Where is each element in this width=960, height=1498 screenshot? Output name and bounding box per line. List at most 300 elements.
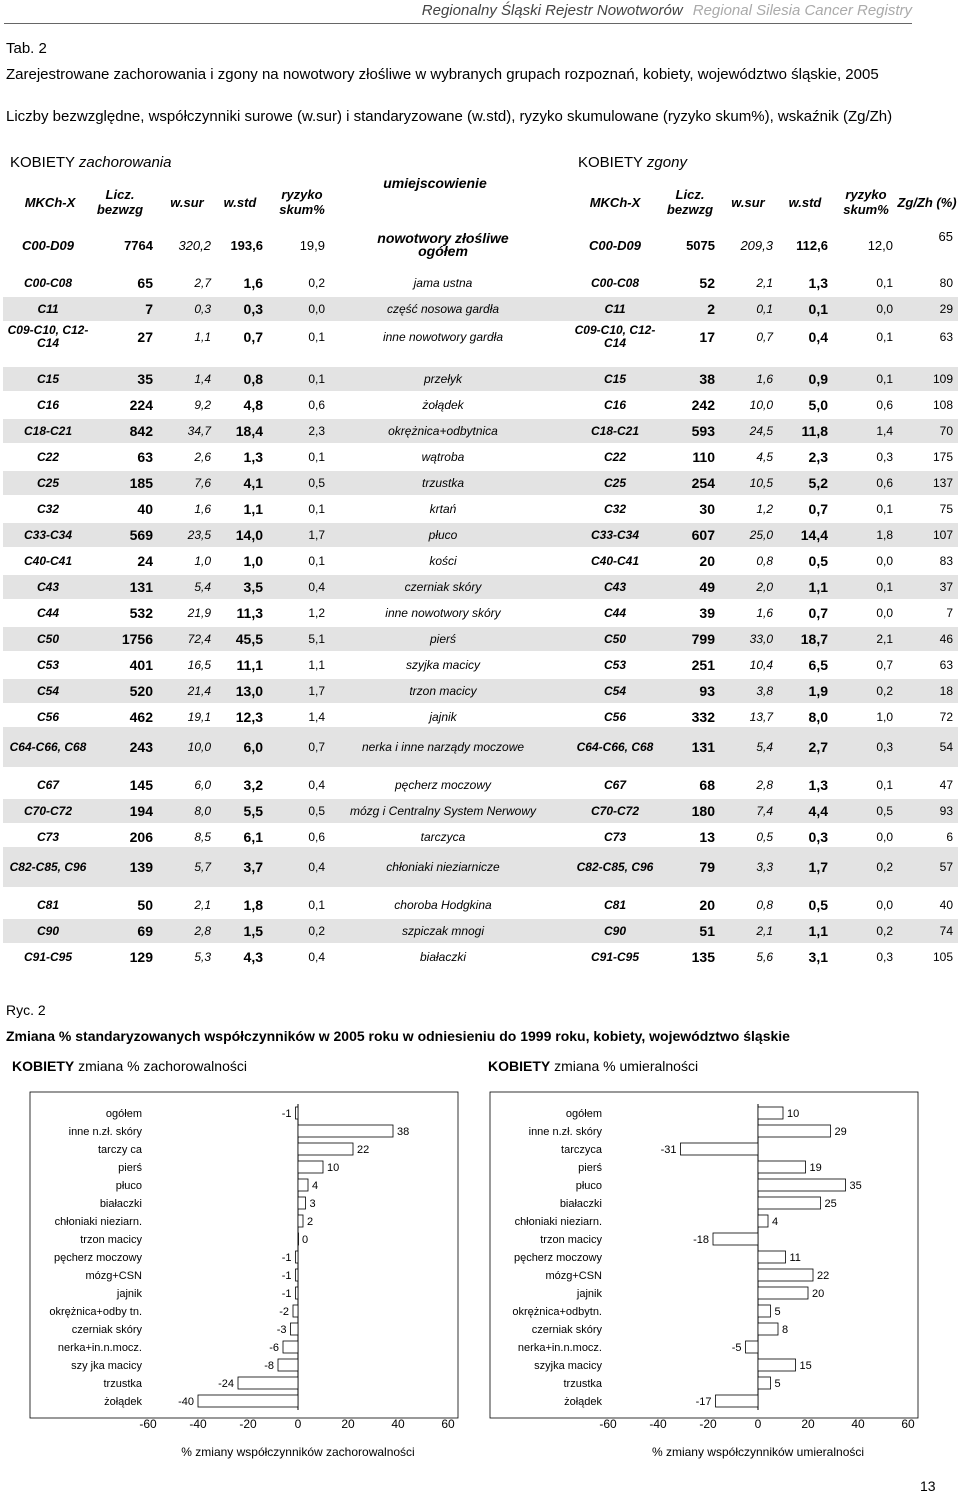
category-label: nerka+in.n.mocz. bbox=[517, 1342, 602, 1354]
cell-site: wątroba bbox=[421, 449, 465, 464]
cell-site: jama ustna bbox=[413, 275, 473, 290]
cell-inc-sk: 0,4 bbox=[308, 579, 325, 594]
cell-inc-std: 3,5 bbox=[243, 578, 263, 595]
cell-mort-code: C33-C34 bbox=[590, 527, 640, 542]
cell-inc-bz: 842 bbox=[129, 422, 153, 439]
cell-inc-std: 1,5 bbox=[243, 922, 263, 939]
table-row bbox=[3, 919, 958, 943]
data-label: -5 bbox=[731, 1342, 742, 1354]
category-label: czerniak skóry bbox=[71, 1324, 142, 1336]
cell-inc-bz: 569 bbox=[129, 526, 153, 543]
bar bbox=[296, 1251, 299, 1263]
cell-mort-sur: 10,0 bbox=[749, 397, 773, 412]
cell-inc-std: 1,1 bbox=[243, 500, 263, 517]
cell-mort-std: 18,7 bbox=[800, 630, 828, 647]
cell-inc-bz: 145 bbox=[129, 776, 153, 793]
cell-site: szpiczak mnogi bbox=[401, 923, 485, 938]
table-row bbox=[3, 367, 958, 391]
cell-mort-code: C40-C41 bbox=[590, 553, 640, 568]
category-label: czerniak skóry bbox=[531, 1324, 602, 1336]
cell-inc-bz: 1756 bbox=[121, 630, 153, 647]
data-label: -17 bbox=[695, 1396, 712, 1408]
cell-inc-bz: 401 bbox=[129, 656, 153, 673]
cell-site: żołądek bbox=[422, 397, 464, 412]
bar bbox=[198, 1395, 298, 1407]
cell-inc-bz: 27 bbox=[137, 328, 153, 345]
cell-inc-sur: 6,0 bbox=[194, 777, 211, 792]
cell-inc-sur: 2,6 bbox=[194, 449, 211, 464]
data-label: -6 bbox=[269, 1342, 279, 1354]
cell-inc-bz: 194 bbox=[129, 802, 153, 819]
cell-mort-code: C54 bbox=[603, 683, 626, 698]
cell-mort-code: C73 bbox=[603, 829, 626, 844]
cell-inc-code: C73 bbox=[36, 829, 59, 844]
cell-mort-sk: 0,1 bbox=[876, 275, 893, 290]
cell-mort-bz: 20 bbox=[699, 552, 715, 569]
cell-zg: 29 bbox=[939, 301, 953, 316]
data-label: -40 bbox=[178, 1396, 194, 1408]
bar bbox=[681, 1143, 759, 1155]
cell-mort-std: 0,1 bbox=[808, 300, 828, 317]
bar bbox=[293, 1305, 298, 1317]
cell-zg: 70 bbox=[939, 423, 953, 438]
total-mort-bz: 5075 bbox=[686, 237, 715, 253]
cell-inc-bz: 224 bbox=[129, 396, 153, 413]
bar bbox=[296, 1269, 299, 1281]
category-label: okrężnica+odbytn. bbox=[512, 1306, 602, 1318]
tick-label: 0 bbox=[294, 1417, 302, 1431]
cell-inc-sk: 0,1 bbox=[308, 501, 325, 516]
cell-site: pierś bbox=[429, 631, 456, 646]
cell-zg: 18 bbox=[939, 683, 953, 698]
total-inc-sur: 320,2 bbox=[178, 237, 211, 253]
cell-inc-std: 11,3 bbox=[236, 604, 263, 621]
table-row bbox=[3, 319, 958, 355]
cell-mort-bz: 68 bbox=[699, 776, 715, 793]
cell-mort-bz: 52 bbox=[699, 274, 715, 291]
bar bbox=[758, 1359, 796, 1371]
cell-mort-std: 0,4 bbox=[808, 328, 828, 345]
bar bbox=[298, 1179, 308, 1191]
cell-inc-sk: 0,4 bbox=[308, 777, 325, 792]
cell-inc-sk: 0,6 bbox=[308, 397, 325, 412]
running-header bbox=[0, 2, 912, 19]
table-row bbox=[3, 523, 958, 547]
table-row bbox=[3, 601, 958, 625]
cell-site: płuco bbox=[428, 527, 458, 542]
figure-title: Zmiana % standaryzowanych współczynników w 2005 roku w odniesieniu do 1999 roku, kobiety, województwo śląskie bbox=[6, 1028, 790, 1044]
cell-mort-sk: 2,1 bbox=[876, 631, 893, 646]
cell-inc-std: 0,7 bbox=[243, 328, 263, 345]
cell-mort-bz: 254 bbox=[691, 474, 715, 491]
cell-inc-code: C43 bbox=[36, 579, 59, 594]
data-label: 20 bbox=[812, 1288, 825, 1300]
cell-mort-std: 4,4 bbox=[808, 802, 828, 819]
cell-mort-code: C91-C95 bbox=[590, 949, 640, 964]
cell-mort-sur: 1,2 bbox=[756, 501, 773, 516]
bar bbox=[758, 1251, 786, 1263]
total-zg: 65 bbox=[938, 229, 953, 244]
cell-mort-sk: 0,1 bbox=[876, 501, 893, 516]
cell-mort-sur: 0,1 bbox=[756, 301, 773, 316]
cell-mort-sk: 0,3 bbox=[876, 739, 893, 754]
cell-inc-sk: 0,6 bbox=[308, 829, 325, 844]
cell-mort-sk: 0,1 bbox=[876, 579, 893, 594]
cell-mort-code: C00-C08 bbox=[590, 275, 640, 290]
category-label: trzustka bbox=[103, 1378, 142, 1390]
total-mort-std: 112,6 bbox=[796, 237, 828, 253]
cell-inc-sk: 1,1 bbox=[308, 657, 325, 672]
cell-inc-bz: 532 bbox=[129, 604, 153, 621]
figure-label: Ryc. 2 bbox=[6, 1002, 46, 1018]
cell-mort-sur: 1,6 bbox=[756, 605, 773, 620]
cell-inc-std: 0,3 bbox=[243, 300, 263, 317]
data-label: 38 bbox=[397, 1126, 410, 1138]
cell-inc-std: 45,5 bbox=[235, 630, 263, 647]
cell-inc-bz: 520 bbox=[129, 682, 153, 699]
cell-mort-sur: 5,6 bbox=[756, 949, 773, 964]
cell-zg: 63 bbox=[939, 657, 953, 672]
col-zgzh: Zg/Zh (%) bbox=[897, 195, 957, 210]
total-mort-code: C00-D09 bbox=[588, 237, 642, 253]
cell-site: inne nowotwory gardła bbox=[382, 329, 504, 344]
bar bbox=[716, 1395, 759, 1407]
cell-mort-sk: 0,5 bbox=[876, 803, 893, 818]
cell-inc-sur: 1,1 bbox=[194, 329, 211, 344]
total-mort-sk: 12,0 bbox=[867, 237, 893, 253]
cell-zg: 7 bbox=[946, 605, 953, 620]
cell-inc-sk: 0,2 bbox=[308, 923, 325, 938]
cell-mort-sur: 7,4 bbox=[756, 803, 773, 818]
data-label: -8 bbox=[264, 1360, 274, 1372]
cell-mort-std: 0,9 bbox=[808, 370, 828, 387]
data-label: 8 bbox=[782, 1324, 789, 1336]
total-inc-bz: 7764 bbox=[124, 237, 153, 253]
cell-inc-std: 1,6 bbox=[243, 274, 263, 291]
cell-mort-bz: 135 bbox=[691, 948, 715, 965]
cell-inc-bz: 65 bbox=[137, 274, 153, 291]
table-row bbox=[3, 825, 958, 849]
chart-left-subtitle: KOBIETY zmiana % zachorowalności bbox=[12, 1058, 247, 1074]
chart-right-subtitle: KOBIETY zmiana % umieralności bbox=[488, 1058, 699, 1074]
data-label: -2 bbox=[279, 1306, 289, 1318]
col-wstd-m: w.std bbox=[788, 195, 822, 210]
cell-mort-sur: 2,1 bbox=[756, 923, 773, 938]
data-label: 2 bbox=[307, 1216, 314, 1228]
cell-inc-std: 4,8 bbox=[243, 396, 263, 413]
cell-mort-std: 8,0 bbox=[808, 708, 828, 725]
table-row bbox=[3, 847, 958, 887]
category-label: trzustka bbox=[563, 1378, 602, 1390]
cell-inc-sur: 1,6 bbox=[194, 501, 211, 516]
bar bbox=[758, 1323, 778, 1335]
cell-inc-sur: 2,1 bbox=[194, 897, 211, 912]
cell-inc-std: 4,3 bbox=[243, 948, 263, 965]
cell-mort-code: C70-C72 bbox=[590, 803, 640, 818]
bar bbox=[758, 1179, 846, 1191]
bar bbox=[758, 1305, 771, 1317]
cell-mort-bz: 17 bbox=[699, 328, 715, 345]
cell-mort-std: 0,5 bbox=[808, 552, 828, 569]
table-row bbox=[3, 799, 958, 823]
cell-mort-sur: 10,5 bbox=[749, 475, 773, 490]
cell-inc-code: C44 bbox=[36, 605, 59, 620]
tick-label: -60 bbox=[139, 1417, 157, 1431]
category-label: trzon macicy bbox=[80, 1234, 142, 1246]
table-row bbox=[3, 727, 958, 767]
cell-mort-code: C18-C21 bbox=[590, 423, 640, 438]
bar bbox=[746, 1341, 759, 1353]
category-label: inne n.zł. skóry bbox=[68, 1126, 142, 1138]
cell-mort-code: C43 bbox=[603, 579, 626, 594]
cell-inc-sur: 72,4 bbox=[187, 631, 211, 646]
tick-label: -40 bbox=[189, 1417, 207, 1431]
cell-mort-sk: 0,3 bbox=[876, 449, 893, 464]
cell-mort-std: 0,7 bbox=[808, 500, 828, 517]
cell-mort-std: 3,1 bbox=[808, 948, 828, 965]
col-umiejscowienie: umiejscowienie bbox=[383, 175, 487, 191]
table-row bbox=[3, 497, 958, 521]
cell-inc-sur: 7,6 bbox=[194, 475, 211, 490]
data-label: -1 bbox=[281, 1108, 292, 1120]
cell-zg: 105 bbox=[932, 949, 953, 964]
cell-mort-bz: 607 bbox=[691, 526, 715, 543]
cell-inc-sk: 0,2 bbox=[308, 275, 325, 290]
data-label: 4 bbox=[772, 1216, 779, 1228]
cell-inc-sur: 1,0 bbox=[194, 553, 211, 568]
data-label: -3 bbox=[276, 1324, 287, 1336]
cell-site: mózg i Centralny System Nerwowy bbox=[349, 803, 537, 818]
table-row bbox=[3, 445, 958, 469]
cell-mort-std: 1,1 bbox=[808, 922, 828, 939]
cell-inc-code: C64-C66, C68 bbox=[9, 739, 87, 754]
header-pl: Regionalny Śląski Rejestr Nowotworów bbox=[421, 2, 683, 19]
cell-inc-sur: 8,5 bbox=[194, 829, 211, 844]
cell-inc-code: C82-C85, C96 bbox=[9, 859, 87, 874]
cell-mort-sur: 10,4 bbox=[749, 657, 773, 672]
cell-site: czerniak skóry bbox=[404, 579, 482, 594]
table-row bbox=[3, 773, 958, 797]
cell-mort-std: 14,4 bbox=[800, 526, 828, 543]
col-ryzyko-m: ryzyko skum% bbox=[843, 187, 889, 217]
cell-mort-sur: 33,0 bbox=[749, 631, 773, 646]
cell-inc-sk: 1,7 bbox=[308, 683, 325, 698]
cell-inc-bz: 69 bbox=[137, 922, 153, 939]
tick-label: 0 bbox=[754, 1417, 762, 1431]
cell-site: jajnik bbox=[429, 709, 457, 724]
cell-mort-code: C81 bbox=[603, 897, 626, 912]
col-mkch-m: MKCh-X bbox=[589, 195, 641, 210]
cell-mort-code: C44 bbox=[603, 605, 626, 620]
category-label: mózg+CSN bbox=[545, 1270, 602, 1282]
cell-mort-sur: 3,3 bbox=[756, 859, 773, 874]
category-label: białaczki bbox=[99, 1198, 142, 1210]
bar bbox=[758, 1197, 821, 1209]
data-label: 25 bbox=[824, 1198, 837, 1210]
cell-inc-code: C32 bbox=[36, 501, 59, 516]
cell-inc-std: 3,2 bbox=[243, 776, 263, 793]
col-licz-m: Licz. bezwzg bbox=[666, 187, 714, 217]
category-label: pierś bbox=[578, 1162, 602, 1174]
cell-mort-bz: 131 bbox=[691, 738, 715, 755]
data-label: 10 bbox=[787, 1108, 800, 1120]
cell-site: część nosowa gardła bbox=[386, 301, 500, 316]
cell-mort-sk: 0,3 bbox=[876, 949, 893, 964]
cell-inc-sk: 0,7 bbox=[308, 739, 325, 754]
cell-mort-std: 0,5 bbox=[808, 896, 828, 913]
cell-zg: 54 bbox=[939, 739, 953, 754]
cell-inc-code: C18-C21 bbox=[23, 423, 73, 438]
cell-inc-sur: 21,4 bbox=[187, 683, 211, 698]
category-label: białaczki bbox=[559, 1198, 602, 1210]
table-row bbox=[3, 893, 958, 917]
category-label: jajnik bbox=[576, 1288, 602, 1300]
cell-mort-sur: 0,8 bbox=[756, 553, 773, 568]
table-row bbox=[3, 627, 958, 651]
table-label: Tab. 2 bbox=[6, 40, 47, 57]
cell-inc-sk: 0,5 bbox=[308, 475, 325, 490]
cell-zg: 108 bbox=[932, 397, 953, 412]
tick-label: 40 bbox=[851, 1417, 865, 1431]
tick-label: -40 bbox=[649, 1417, 667, 1431]
cell-site: kości bbox=[429, 553, 457, 568]
data-label: -18 bbox=[693, 1234, 709, 1246]
cell-inc-code: C00-C08 bbox=[23, 275, 73, 290]
cell-zg: 175 bbox=[932, 449, 953, 464]
cell-inc-std: 11,1 bbox=[236, 656, 263, 673]
cell-mort-bz: 20 bbox=[699, 896, 715, 913]
data-label: 10 bbox=[327, 1162, 340, 1174]
data-label: 22 bbox=[817, 1270, 830, 1282]
category-label: ogółem bbox=[565, 1108, 602, 1120]
cell-inc-std: 3,7 bbox=[243, 858, 263, 875]
section-incidence: KOBIETY zachorowania bbox=[10, 154, 172, 171]
cell-inc-sur: 21,9 bbox=[187, 605, 211, 620]
cell-mort-code: C32 bbox=[603, 501, 626, 516]
cell-zg: 83 bbox=[939, 553, 953, 568]
category-label: szy jka macicy bbox=[71, 1360, 142, 1372]
cell-inc-code: C15 bbox=[36, 371, 59, 386]
cell-inc-bz: 243 bbox=[129, 738, 153, 755]
data-label: 11 bbox=[789, 1252, 801, 1264]
cell-site: chłoniaki nieziarnicze bbox=[386, 859, 500, 874]
x-axis-label: % zmiany współczynników umieralności bbox=[651, 1445, 865, 1459]
cell-mort-sk: 0,1 bbox=[876, 371, 893, 386]
bar bbox=[238, 1377, 298, 1389]
cell-inc-code: C53 bbox=[36, 657, 59, 672]
bar bbox=[298, 1161, 323, 1173]
cell-inc-sur: 19,1 bbox=[187, 709, 211, 724]
cell-zg: 72 bbox=[939, 709, 953, 724]
cell-mort-sk: 0,6 bbox=[876, 475, 893, 490]
cell-mort-std: 1,9 bbox=[808, 682, 828, 699]
data-label: 5 bbox=[774, 1378, 781, 1390]
cell-inc-sk: 2,3 bbox=[308, 423, 325, 438]
category-label: inne n.zł. skóry bbox=[528, 1126, 602, 1138]
table-row bbox=[3, 297, 958, 321]
cell-inc-std: 6,0 bbox=[243, 738, 263, 755]
cell-inc-sk: 0,1 bbox=[308, 329, 325, 344]
cell-inc-bz: 129 bbox=[129, 948, 153, 965]
category-label: pęcherz moczowy bbox=[513, 1252, 602, 1264]
cell-mort-code: C16 bbox=[603, 397, 626, 412]
cell-inc-std: 14,0 bbox=[235, 526, 263, 543]
cell-mort-std: 11,8 bbox=[801, 422, 828, 439]
cell-mort-bz: 79 bbox=[699, 858, 715, 875]
cell-inc-sk: 5,1 bbox=[308, 631, 325, 646]
cell-zg: 74 bbox=[939, 923, 953, 938]
col-wsur: w.sur bbox=[170, 195, 204, 210]
cell-inc-code: C33-C34 bbox=[23, 527, 73, 542]
cell-inc-sur: 0,3 bbox=[194, 301, 211, 316]
data-label: 29 bbox=[834, 1126, 847, 1138]
bar bbox=[758, 1107, 783, 1119]
data-label: -31 bbox=[660, 1144, 677, 1156]
cell-zg: 107 bbox=[932, 527, 953, 542]
cell-mort-std: 1,3 bbox=[808, 776, 828, 793]
cell-inc-bz: 63 bbox=[137, 448, 153, 465]
cell-mort-bz: 30 bbox=[699, 500, 715, 517]
cell-inc-sur: 2,8 bbox=[194, 923, 211, 938]
data-label: 22 bbox=[357, 1144, 370, 1156]
tick-label: 60 bbox=[441, 1417, 455, 1431]
cell-inc-sur: 5,7 bbox=[194, 859, 211, 874]
bar bbox=[298, 1215, 303, 1227]
cell-site: pęcherz moczowy bbox=[394, 777, 492, 792]
cell-mort-bz: 799 bbox=[691, 630, 715, 647]
cell-inc-code: C56 bbox=[36, 709, 59, 724]
category-label: płuco bbox=[575, 1180, 602, 1192]
cell-mort-bz: 38 bbox=[699, 370, 715, 387]
cell-mort-sur: 2,0 bbox=[756, 579, 773, 594]
cell-zg: 80 bbox=[939, 275, 953, 290]
cell-inc-code: C90 bbox=[36, 923, 59, 938]
table-row bbox=[3, 549, 958, 573]
table-title: Zarejestrowane zachorowania i zgony na nowotwory złośliwe w wybranych grupach rozpoznań, kobiety, województwo śląskie, 2005 bbox=[6, 66, 879, 83]
table-row bbox=[3, 419, 958, 443]
cell-site: trzustka bbox=[421, 475, 464, 490]
data-label: 5 bbox=[774, 1306, 781, 1318]
cell-mort-bz: 180 bbox=[691, 802, 715, 819]
tick-label: -20 bbox=[239, 1417, 257, 1431]
cell-site: choroba Hodgkina bbox=[394, 897, 492, 912]
cell-inc-sk: 1,4 bbox=[308, 709, 325, 724]
cell-zg: 40 bbox=[939, 897, 953, 912]
cell-inc-sur: 8,0 bbox=[194, 803, 211, 818]
cell-inc-std: 1,0 bbox=[243, 552, 263, 569]
cell-mort-code: C67 bbox=[603, 777, 626, 792]
category-label: pęcherz moczowy bbox=[53, 1252, 142, 1264]
cell-inc-code: C50 bbox=[36, 631, 59, 646]
category-label: płuco bbox=[115, 1180, 142, 1192]
cell-mort-sk: 0,6 bbox=[876, 397, 893, 412]
cell-inc-sk: 1,2 bbox=[308, 605, 325, 620]
col-wsur-m: w.sur bbox=[731, 195, 765, 210]
bar bbox=[298, 1143, 353, 1155]
cell-mort-sur: 13,7 bbox=[749, 709, 773, 724]
cell-mort-sur: 24,5 bbox=[749, 423, 773, 438]
section-mortality: KOBIETY zgony bbox=[578, 154, 687, 171]
totals-row bbox=[3, 228, 958, 262]
cell-mort-code: C64-C66, C68 bbox=[576, 739, 654, 754]
cell-mort-sk: 0,7 bbox=[876, 657, 893, 672]
cell-zg: 137 bbox=[932, 475, 953, 490]
cell-mort-code: C25 bbox=[603, 475, 626, 490]
cell-mort-bz: 593 bbox=[691, 422, 715, 439]
bar bbox=[758, 1377, 771, 1389]
total-mort-sur: 209,3 bbox=[740, 237, 773, 253]
cell-inc-sur: 23,5 bbox=[187, 527, 211, 542]
